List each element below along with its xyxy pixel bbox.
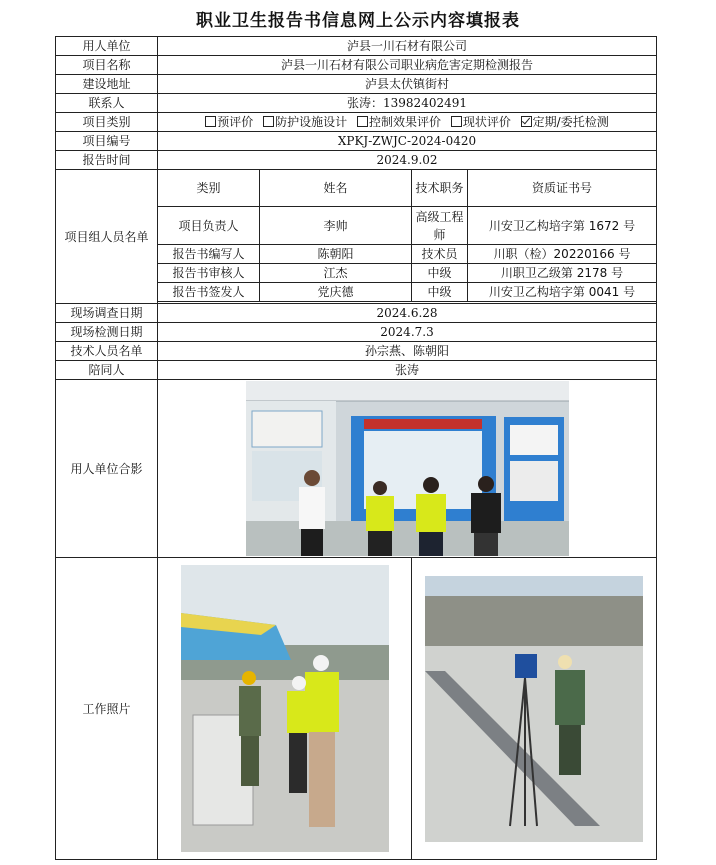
category-option-design: 防护设施设计 — [263, 115, 347, 129]
team-header-title: 技术职务 — [412, 170, 468, 207]
team-header-role: 类别 — [158, 170, 260, 207]
value-category — [158, 113, 657, 132]
team-cert: 川职卫乙级第 2178 号 — [468, 264, 657, 283]
value-technicians: 孙宗燕、陈朝阳 — [158, 342, 657, 361]
row-project-no — [56, 132, 657, 151]
row-survey-date — [56, 304, 657, 323]
team-header-cert: 资质证书号 — [468, 170, 657, 207]
person-figure — [287, 676, 309, 793]
value-contact: 张涛：13982402491 — [158, 94, 657, 113]
team-role: 项目负责人 — [158, 207, 260, 245]
value-project-no: XPKJ-ZWJC-2024-0420 — [158, 132, 657, 151]
checkbox-icon — [205, 116, 216, 127]
value-report-date: 2024.9.02 — [158, 151, 657, 170]
page-title: 职业卫生报告书信息网上公示内容填报表 — [196, 11, 520, 31]
label-team: 项目组人员名单 — [56, 170, 158, 304]
label-project-name: 项目名称 — [56, 56, 158, 75]
label-project-no: 项目编号 — [56, 132, 158, 151]
team-role: 报告书审核人 — [158, 264, 260, 283]
team-title: 中级 — [412, 264, 468, 283]
team-role: 报告书签发人 — [158, 283, 260, 302]
value-survey-date: 2024.6.28 — [158, 304, 657, 323]
row-technicians — [56, 342, 657, 361]
person-figure — [239, 671, 261, 786]
team-cert: 川安卫乙构培字第 0041 号 — [468, 283, 657, 302]
work-photo-cell-left — [158, 558, 412, 860]
value-escort: 张涛 — [158, 361, 657, 380]
label-address: 建设地址 — [56, 75, 158, 94]
team-name: 江杰 — [260, 264, 412, 283]
group-photo-cell — [158, 380, 657, 558]
info-table — [55, 36, 657, 860]
category-option-pre: 预评价 — [205, 115, 253, 129]
label-survey-date: 现场调查日期 — [56, 304, 158, 323]
row-report-date — [56, 151, 657, 170]
team-name: 李帅 — [260, 207, 412, 245]
label-escort: 陪同人 — [56, 361, 158, 380]
label-technicians: 技术人员名单 — [56, 342, 158, 361]
row-address — [56, 75, 657, 94]
work-photo-left — [181, 565, 389, 852]
row-employer — [56, 37, 657, 56]
person-figure — [555, 655, 585, 775]
team-name: 陈朝阳 — [260, 245, 412, 264]
label-work-photos: 工作照片 — [56, 558, 158, 860]
row-work-photos — [56, 558, 657, 860]
group-photo-image — [246, 381, 569, 556]
person-figure — [305, 655, 339, 827]
team-cert: 川安卫乙构培字第 1672 号 — [468, 207, 657, 245]
team-header-name: 姓名 — [260, 170, 412, 207]
value-employer: 泸县一川石材有限公司 — [158, 37, 657, 56]
label-report-date: 报告时间 — [56, 151, 158, 170]
row-contact — [56, 94, 657, 113]
team-title: 中级 — [412, 283, 468, 302]
work-photo-cell-right — [412, 558, 657, 860]
label-category: 项目类别 — [56, 113, 158, 132]
row-project-name — [56, 56, 657, 75]
row-escort — [56, 361, 657, 380]
team-name: 党庆德 — [260, 283, 412, 302]
label-testing-date: 现场检测日期 — [56, 323, 158, 342]
checked-checkbox-icon — [521, 116, 532, 127]
checkbox-icon — [263, 116, 274, 127]
row-category — [56, 113, 657, 132]
team-header-row — [56, 170, 657, 207]
value-address: 泸县太伏镇街村 — [158, 75, 657, 94]
value-project-name: 泸县一川石材有限公司职业病危害定期检测报告 — [158, 56, 657, 75]
category-option-control: 控制效果评价 — [357, 115, 441, 129]
checkbox-icon — [357, 116, 368, 127]
category-option-periodic: 定期/委托检测 — [521, 115, 609, 129]
value-testing-date: 2024.7.3 — [158, 323, 657, 342]
team-role: 报告书编写人 — [158, 245, 260, 264]
category-option-status: 现状评价 — [451, 115, 511, 129]
row-testing-date — [56, 323, 657, 342]
work-photo-right — [425, 576, 643, 842]
label-group-photo: 用人单位合影 — [56, 380, 158, 558]
team-title: 高级工程师 — [412, 207, 468, 245]
label-employer: 用人单位 — [56, 37, 158, 56]
label-contact: 联系人 — [56, 94, 158, 113]
checkbox-icon — [451, 116, 462, 127]
row-group-photo — [56, 380, 657, 558]
team-title: 技术员 — [412, 245, 468, 264]
team-cert: 川职（检）20220166 号 — [468, 245, 657, 264]
